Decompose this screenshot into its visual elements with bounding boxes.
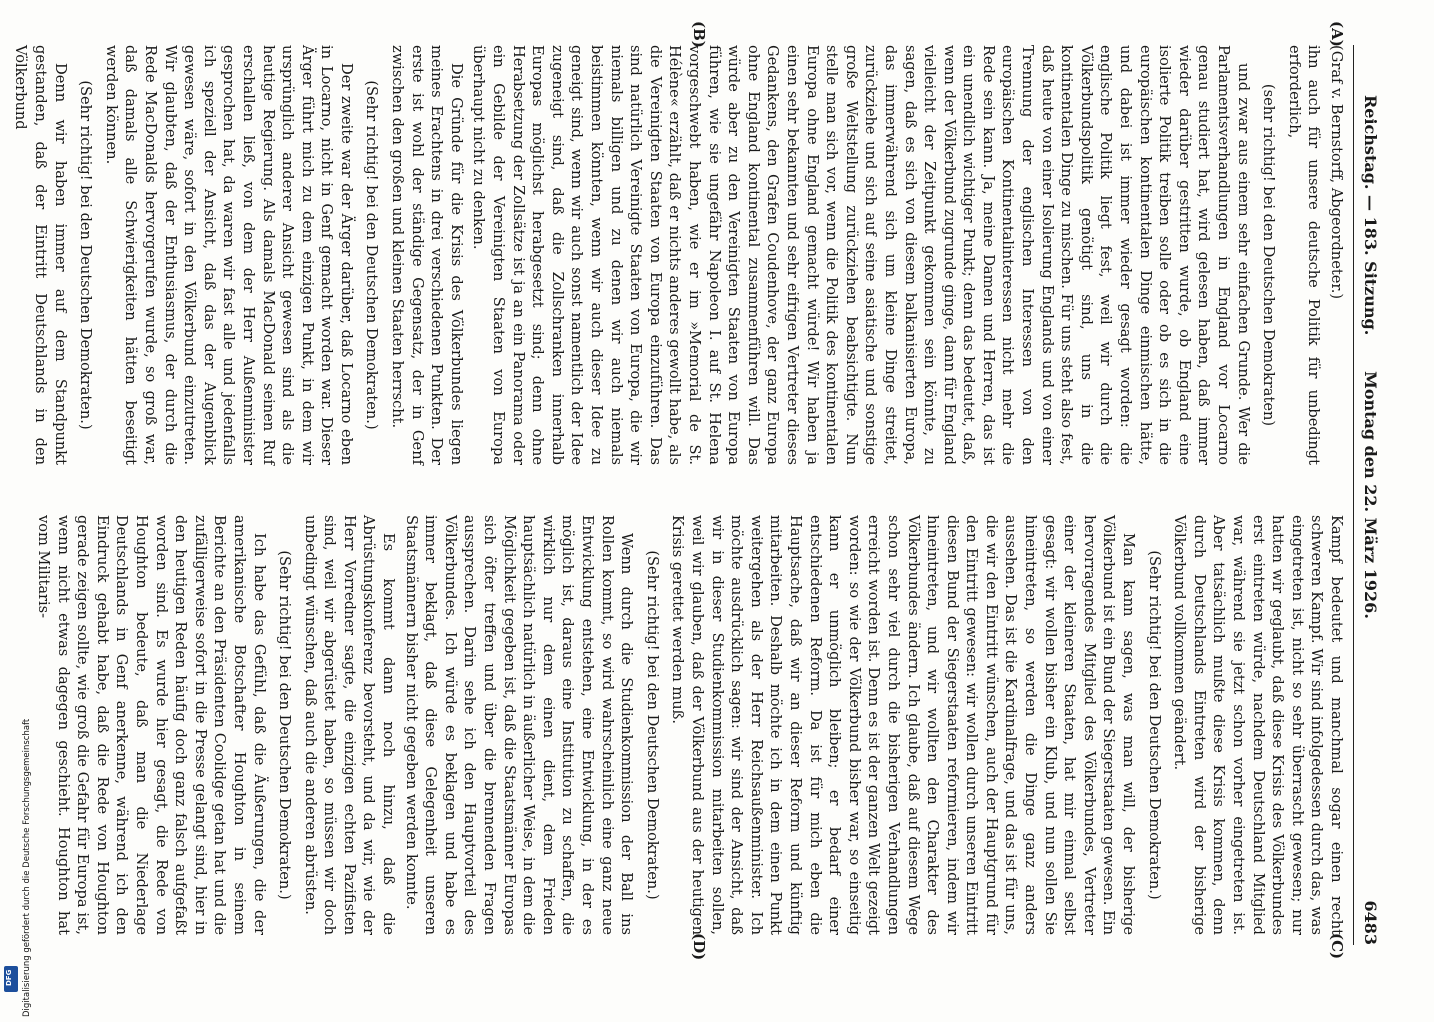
margin-mark-c: (C) — [1328, 933, 1346, 960]
interjection: (Sehr richtig! bei den Deutschen Demokraten.) — [276, 550, 294, 900]
speaker-line: (Graf v. Bernstorff, Abgeordneter.) — [1328, 45, 1345, 300]
interjection: (Sehr richtig! bei den Deutschen Demokraten.) — [1145, 550, 1163, 900]
page-number: 6483 — [1361, 900, 1380, 945]
interjection: (Sehr richtig! bei den Deutschen Demokraten.) — [643, 550, 661, 900]
margin-mark-d: (D) — [690, 933, 708, 961]
paragraph: Die Gründe für die Krisis des Völkerbundes liegen meines Erachtens in drei verschiedenen Punkten. Der erste ist wohl der ständige Gegensatz, der in Genf zwischen den großen und kleinen Staaten herrscht. — [389, 45, 465, 465]
right-column — [35, 515, 1346, 935]
digitization-footer — [0, 22, 40, 1022]
paragraph: Ich habe das Gefühl, daß die Äußerungen, die der amerikanische Botschafter Houghton in seinem Berichte an den Präsidenten Coolidge getan hat und die zufälligerweise sofort in die Presse gelangt sind, hier in den heutigen Reden häufig doch ganz falsch aufgefaßt worden sind. Es wurde hier gesagt, die Rede von Houghton bedeute, daß man die Niederlage Deutschlands in Genf anerkenne, während ich den Eindruck gehabt habe, daß die Rede von Houghton gerade zeigen sollte, wie groß die Gefahr für Europa ist, wenn nicht etwas dagegen geschieht. Houghton hat vom Militaris- — [35, 515, 268, 935]
paragraph: Wenn durch die Studienkommission der Ball ins Rollen kommt, so wird wahrscheinlich eine ganz neue Entwicklung entstehen, eine Entwicklung, in der es möglich ist, daraus eine Institution zu schaffen, die wirklich nur dem einen dient, dem Frieden hauptsächlich natürlich in äußerlicher Weise, in dem die Möglichkeit gegeben ist, daß die Staatsmänner Europas sich öfter treffen und über die brennenden Fragen aussprechen. Darin sehe ich den Hauptvorteil des Völkerbundes. Ich würde es beklagen und habe es immer beklagt, daß diese Gelegenheit unseren Staatsmännern bisher nicht gegeben werden konnte. — [402, 515, 636, 935]
paragraph: Es kommt dann noch hinzu, daß die Abrüstungskonferenz bevorsteht, und da wir, wie der Herr Vorredner sagte, die einzigen echten Pazifisten sind, weil wir abgerüstet haben, so müssen wir doch unbedingt wünschen, daß auch die anderen abrüsten. — [301, 515, 398, 935]
interjection: (Sehr richtig! bei den Deutschen Demokraten.) — [77, 80, 95, 430]
left-column — [12, 45, 1346, 465]
paragraph: Der zweite war der Ärger darüber, daß Locarno eben in Locarno, nicht in Genf gemacht worden war. Dieser Ärger führt mich zu dem einzigen Punkt, in dem wir ursprünglich anderer Ansicht gewesen sind als die heutige Regierung. Als damals MacDonald seinen Ruf erschallen ließ, von dem der Herr Außenminister gesprochen hat, da waren wir fast alle und jedenfalls ich speziell der Ansicht, daß das der Augenblick gewesen wäre, sofort in den Völkerbund einzutreten. Wir glaubten, daß der Enthusiasmus, der durch die Rede MacDonalds hervorgerufen wurde, so groß war, daß damals alle Schwierigkeiten hätten beseitigt werden können. — [102, 45, 355, 465]
paragraph: und zwar aus einem sehr einfachen Grunde. Wer die Parlamentsverhandlungen in England vor Locarno genau studiert hat, wird gelesen haben, daß immer wieder darüber gestritten wurde, ob England eine isolierte Politik treiben solle oder ob es sich in die europäischen kontinentalen Dinge einmischen hätte, und dabei ist immer wieder gesagt worden: die englische Politik liegt fest, weil wir durch die Völkerbundspolitik genötigt sind, uns in die kontinentalen Dinge zu mischen. Für uns steht also fest, daß heute von einer Isolierung Englands und von einer Trennung der englischen Interessen von den europäischen Kontinentalinteressen nicht mehr die Rede sein kann. Ja, meine Damen und Herren, das ist ein unendlich wichtiger Punkt; denn das bedeutet, daß, wenn der Völkerbund zugrunde ginge, dann für England vielleicht der Zeitpunkt gekommen sein könnte, zu sagen, daß es sich von diesem balkanisierten Europa, das immerwährend sich um kleine Dinge streitet, zurückziehe und sich auf seine asiatische und sonstige große Weltstellung zurückziehen beabsichtigte. Nun stelle man sich vor, wenn die Politik des kontinentalen Europa ohne England gemacht würde! Wir haben ja einen sehr bekannten und sehr eifrigen Vertreter dieses Gedankens, den Grafen Coudenhove, der ganz Europa ohne England kontinental zusammenführen will. Das würde aber zu den Vereinigten Staaten von Europa führen, wie sie ungefähr Napoleon I. auf St. Helena vorgeschwebt haben, wie er im »Memorial de St. Hélène« erzählt, daß er nichts anderes gewollt habe, als die Vereinigten Staaten von Europa einzuführen. Das sind natürlich Vereinigte Staaten von Europa, die wir niemals billigen und zu denen wir auch niemals beistimmen könnten, wenn wir auch dieser Idee zu geneigt sind, wenn wir auch sonst namentlich der Idee zugeneigt sind, daß die Zollschranken innerhalb Europas möglichst herabgesetzt sind; denn ohne Herabsetzung der Zollsätze ist ja an ein Panorama oder ein Gebilde der Vereinigten Staaten von Europa überhaupt nicht zu denken. — [470, 45, 1252, 465]
dfg-logo-text: DFG — [5, 969, 13, 986]
paragraph: ihn auch für unsere deutsche Politik für unbedingt erforderlich, — [1285, 45, 1323, 465]
paragraph: Kampf bedeutet und manchmal sogar einen recht schweren Kampf. Wir sind infolgedessen durch das, was eingetreten ist, nicht so sehr überrascht gewesen; nur hatten wir geglaubt, daß diese Krisis des Völkerbundes erst eintreten würde, nachdem Deutschland Mitglied war, während sie jetzt schon vorher eingetreten ist. Aber tatsächlich mußte diese Krisis kommen, denn durch Deutschlands Eintreten wird der bisherige Völkerbund vollkommen geändert. — [1171, 515, 1345, 935]
header-session: Reichstag. — 183. Sitzung. — [1361, 95, 1380, 336]
paragraph: Man kann sagen, was man will, der bisherige Völkerbund ist ein Bund der Siegerstaaten gewesen. Ein hervorragendes Mitglied des Völkerbundes, Vertreter einer der kleineren Staaten, hat mir einmal selbst gesagt: wir wollen bisher ein Klub, und nun sollen Sie hineintreten, so werden die Dinge ganz anders aussehen. Das ist die Kardinalfrage, und das ist für uns, die wir den Eintritt wünschen, auch der Hauptgrund für den Eintritt gewesen: wir wollen durch unseren Eintritt diesen Bund der Siegerstaaten reformieren, indem wir hineintreten, und wir wollten den Charakter des Völkerbundes ändern. Ich glaube, daß auf diesem Wege schon sehr viel durch die bisherigen Verhandlungen erreicht worden ist. Denn es ist der ganzen Welt gezeigt worden: so wie der Völkerbund bisher war, so einseitig kann er unmöglich bleiben; er bedarf einer entschiedenen Reform. Da ist für mich eben die Hauptsache, daß wir an dieser Reform und künftig mitarbeiten. Deshalb möchte ich in dem einen Punkt weitergehen als der Herr Reichsaußenminister. Ich möchte ausdrücklich sagen: wir sind der Ansicht, daß wir in dieser Studienkommission mitarbeiten sollen, weil wir glauben, daß der Völkerbund aus der heutigen Krisis gerettet werden muß. — [669, 515, 1138, 935]
page-header — [1356, 45, 1380, 945]
paragraph: Denn wir haben immer auf dem Standpunkt gestanden, daß der Eintritt Deutschlands in den Völkerbund — [12, 45, 69, 465]
footer-credit: Digitalisierung gefördert durch die Deutsche Forschungsgemeinschaft — [22, 718, 32, 1017]
interjection: (sehr richtig! bei den Deutschen Demokraten) — [1260, 83, 1278, 427]
header-rule — [1353, 45, 1354, 945]
header-date: Montag den 22. März 1926. — [1361, 371, 1380, 619]
dfg-logo — [4, 966, 18, 992]
margin-mark-a: (A) — [1328, 21, 1346, 47]
interjection: (Sehr richtig! bei den Deutschen Demokraten.) — [363, 80, 381, 430]
margin-mark-b: (B) — [690, 21, 708, 48]
